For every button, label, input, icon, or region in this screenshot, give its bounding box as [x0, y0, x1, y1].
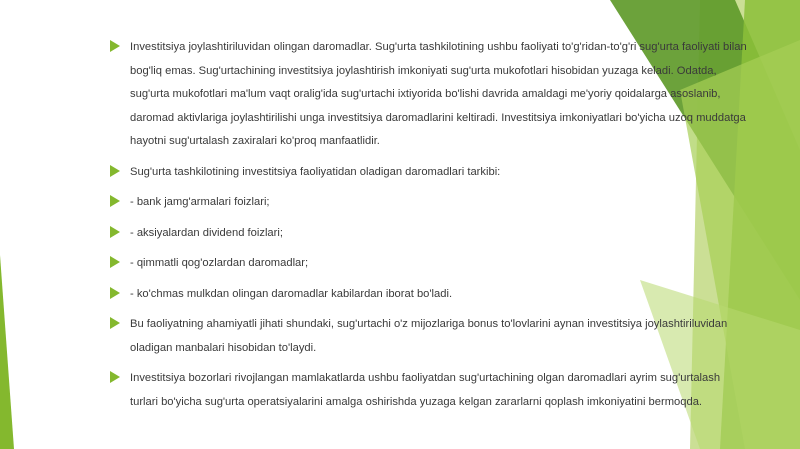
arrow-bullet-icon	[110, 195, 120, 207]
bullet-item	[110, 222, 750, 246]
bullet-text: Investitsiya bozorlari rivojlangan mamlakatlarda ushbu faoliyatdan sug'urtachining olgan daromadlari ayrim sug'urtalash turlari bo'yicha sug'urta operatsiyalarini amalga oshirishda yuzaga kelgan zararlarni qoplash imkoniyatini bermoqda.	[130, 372, 721, 408]
arrow-bullet-icon	[110, 226, 120, 238]
arrow-bullet-icon	[110, 256, 120, 268]
bullet-item	[110, 313, 750, 360]
bullet-text: - ko'chmas mulkdan olingan daromadlar kabilardan iborat bo'ladi.	[130, 287, 453, 300]
bullet-item	[110, 36, 750, 154]
arrow-bullet-icon	[110, 371, 120, 383]
bullet-text: - bank jamg'armalari foizlari;	[130, 196, 270, 208]
arrow-bullet-icon	[110, 287, 120, 299]
bullet-item	[110, 161, 750, 185]
bullet-text: - qimmatli qog'ozlardan daromadlar;	[130, 257, 309, 269]
slide-content	[110, 36, 750, 421]
bullet-item	[110, 191, 750, 215]
bullet-item	[110, 252, 750, 276]
arrow-bullet-icon	[110, 317, 120, 329]
bullet-item	[110, 283, 750, 307]
bullet-text: Bu faoliyatning ahamiyatli jihati shundaki, sug'urtachi o'z mijozlariga bonus to'lovlarini aynan investitsiya joylashtiriluvidan oladigan manbalari hisobidan to'laydi.	[130, 318, 728, 354]
arrow-bullet-icon	[110, 165, 120, 177]
arrow-bullet-icon	[110, 40, 120, 52]
bullet-text: - aksiyalardan dividend foizlari;	[130, 226, 283, 239]
bullet-text: Sug'urta tashkilotining investitsiya faoliyatidan oladigan daromadlari tarkibi:	[130, 165, 501, 178]
bullet-item	[110, 367, 750, 414]
green-shape-left	[0, 255, 14, 449]
bullet-text: Investitsiya joylashtiriluvidan olingan daromadlar. Sug'urta tashkilotining ushbu faoliyati to'g'ridan-to'g'ri sug'urta faoliyati bilan bog'liq emas. Sug'urtachining investitsiya joylashtirish imkoniyati sug'urta mukofotlari hisobidan yuzaga keladi. Odatda, sug'urta mukofotlari ma'lum vaqt oralig'ida sug'urtachi ixtiyorida bo'lishi davrida amaldagi me'yoriy qoidalarga asoslanib, daromad aktivlariga joylashtirilishi unga investitsiya daromadlarini keltiradi. Investitsiya imkoniyatlari bo'yicha uzoq muddatga hayotni sug'urtalash zaxiralari ko'proq manfaatlidir.	[130, 41, 747, 147]
